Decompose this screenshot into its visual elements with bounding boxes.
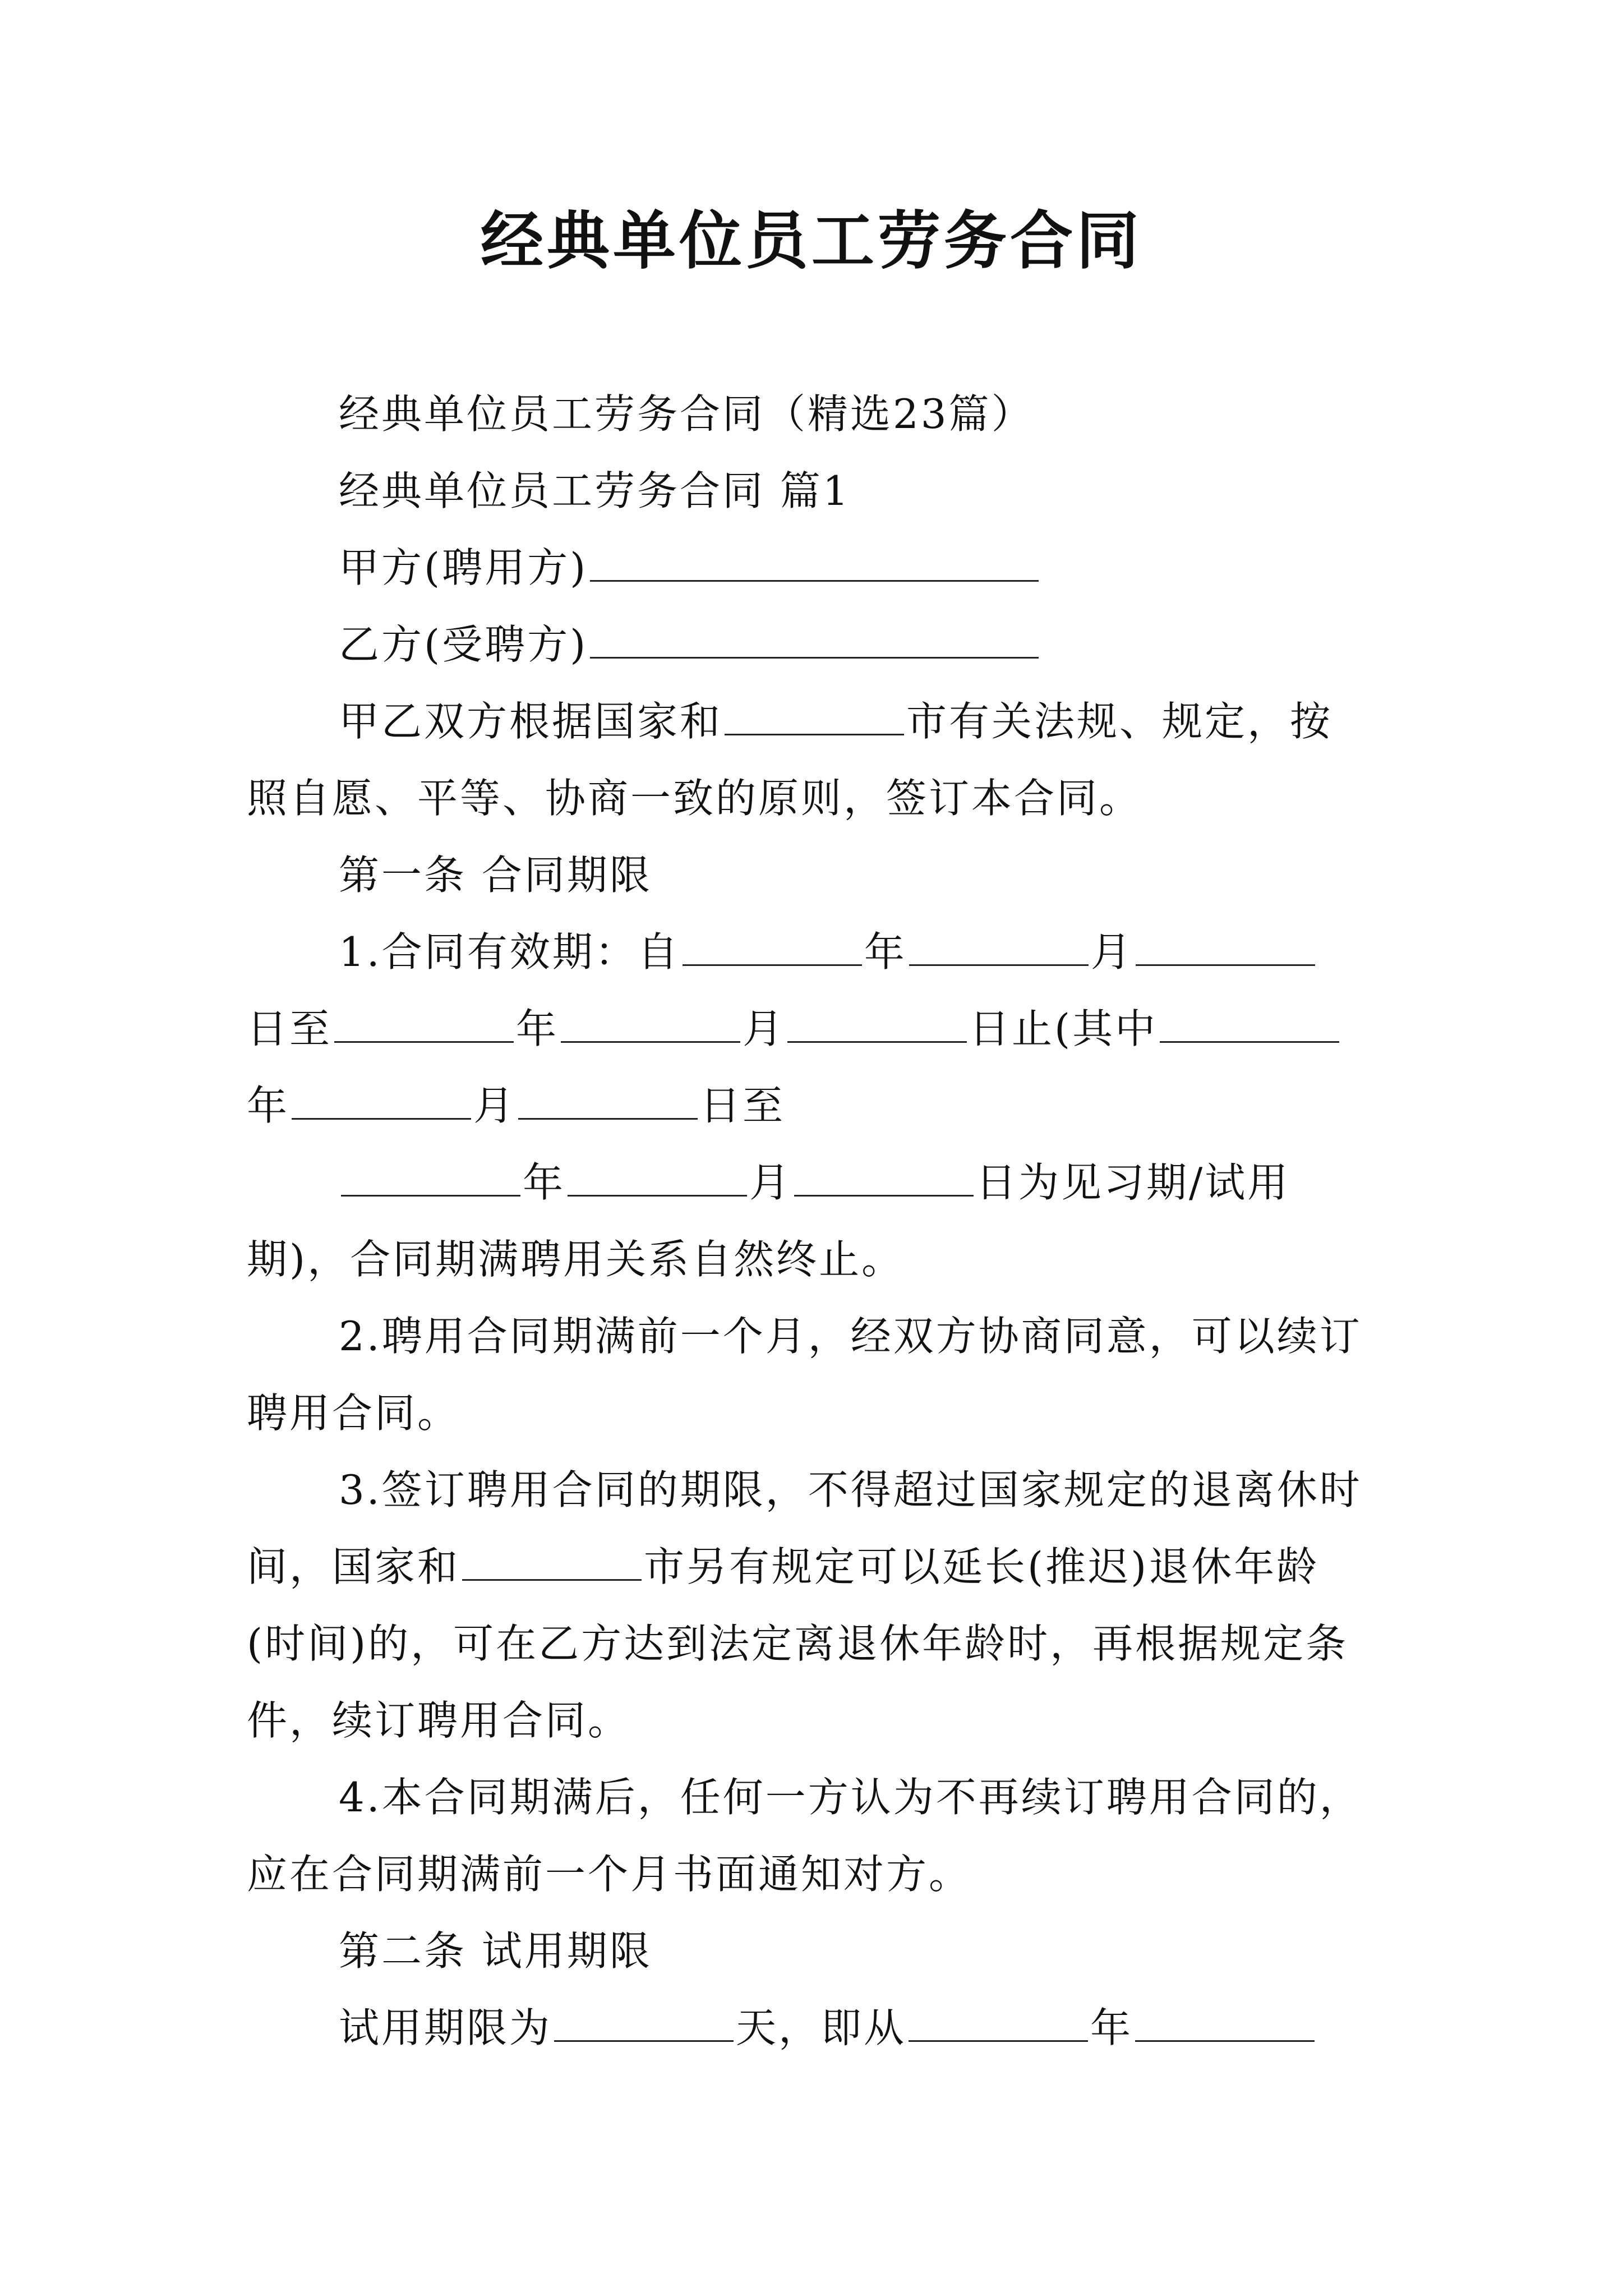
text-line	[247, 1913, 1391, 1990]
text-segment: 期)，合同期满聘用关系自然终止。	[247, 1236, 905, 1283]
document-body	[247, 376, 1391, 2067]
fill-in-blank[interactable]	[909, 2003, 1088, 2042]
text-line	[247, 1990, 1391, 2067]
text-line	[247, 1144, 1391, 1221]
fill-in-blank[interactable]	[334, 1004, 514, 1043]
text-segment: 年	[523, 1159, 566, 1206]
text-segment: 年	[1090, 2004, 1133, 2051]
fill-in-blank[interactable]	[909, 927, 1089, 966]
text-line	[247, 530, 1391, 606]
text-segment: 日止(其中	[969, 1005, 1158, 1052]
fill-in-blank[interactable]	[462, 1542, 642, 1581]
text-segment: 月	[749, 1159, 792, 1206]
text-segment: 年	[247, 1082, 290, 1129]
text-segment: (时间)的，可在乙方达到法定离退休年龄时，再根据规定条	[247, 1620, 1349, 1667]
fill-in-blank[interactable]	[1135, 2003, 1315, 2042]
text-segment: 经典单位员工劳务合同 篇1	[339, 467, 851, 514]
text-segment: 间，国家和	[247, 1543, 460, 1590]
text-segment: 2.聘用合同期满前一个月，经双方协商同意，可以续订	[339, 1313, 1362, 1360]
text-line	[247, 1529, 1391, 1605]
text-segment: 件，续订聘用合同。	[247, 1697, 631, 1744]
fill-in-blank[interactable]	[568, 1158, 747, 1197]
text-segment: 4.本合同期满后，任何一方认为不再续订聘用合同的，	[339, 1774, 1362, 1821]
text-segment: 月	[1090, 928, 1133, 976]
text-segment: 日至	[700, 1082, 786, 1129]
fill-in-blank[interactable]	[794, 1158, 974, 1197]
fill-in-blank[interactable]	[725, 697, 904, 735]
text-segment: 照自愿、平等、协商一致的原则，签订本合同。	[247, 775, 1142, 822]
text-segment: 3.签订聘用合同的期限，不得超过国家规定的退离休时	[339, 1466, 1362, 1513]
text-line	[247, 1836, 1391, 1913]
text-segment: 第一条 合同期限	[339, 852, 652, 899]
fill-in-blank[interactable]	[1160, 1004, 1339, 1043]
text-line	[247, 606, 1391, 683]
text-line	[247, 453, 1391, 530]
text-line	[247, 1605, 1391, 1682]
text-segment: 日至	[247, 1005, 333, 1052]
text-segment: 1.合同有效期：自	[339, 928, 680, 976]
text-line	[247, 1221, 1391, 1298]
fill-in-blank[interactable]	[787, 1004, 967, 1043]
fill-in-blank[interactable]	[590, 620, 1039, 659]
text-line	[247, 1068, 1391, 1144]
text-line	[247, 1375, 1391, 1452]
text-line	[247, 683, 1391, 760]
text-segment: 天，即从	[736, 2004, 907, 2051]
text-segment: 年	[864, 928, 907, 976]
text-line	[247, 1682, 1391, 1759]
text-line	[247, 1452, 1391, 1529]
document-title: 经典单位员工劳务合同	[481, 204, 1142, 278]
text-segment: 应在合同期满前一个月书面通知对方。	[247, 1851, 972, 1898]
text-segment: 乙方(受聘方)	[339, 621, 588, 668]
text-segment: 第二条 试用期限	[339, 1927, 652, 1975]
fill-in-blank[interactable]	[554, 2003, 734, 2042]
text-line	[247, 914, 1391, 991]
text-line	[247, 760, 1391, 837]
text-segment: 聘用合同。	[247, 1389, 460, 1437]
text-line	[247, 376, 1391, 453]
text-line	[247, 1298, 1391, 1375]
text-segment: 市另有规定可以延长(推迟)退休年龄	[644, 1543, 1320, 1590]
text-line	[247, 991, 1391, 1068]
text-segment: 日为见习期/试用	[976, 1159, 1290, 1206]
text-segment: 市有关法规、规定，按	[906, 698, 1333, 745]
text-segment: 甲方(聘用方)	[339, 544, 588, 591]
text-segment: 试用期限为	[339, 2004, 552, 2051]
fill-in-blank[interactable]	[341, 1158, 520, 1197]
fill-in-blank[interactable]	[561, 1004, 740, 1043]
text-segment: 月	[473, 1082, 517, 1129]
fill-in-blank[interactable]	[292, 1081, 471, 1120]
fill-in-blank[interactable]	[518, 1081, 698, 1120]
text-segment: 经典单位员工劳务合同（精选23篇）	[339, 390, 1034, 438]
text-segment: 年	[516, 1005, 559, 1052]
text-segment: 月	[743, 1005, 786, 1052]
text-segment: 甲乙双方根据国家和	[339, 698, 723, 745]
fill-in-blank[interactable]	[590, 543, 1039, 582]
fill-in-blank[interactable]	[683, 927, 862, 966]
fill-in-blank[interactable]	[1136, 927, 1315, 966]
text-line	[247, 1759, 1391, 1836]
text-line	[247, 837, 1391, 914]
